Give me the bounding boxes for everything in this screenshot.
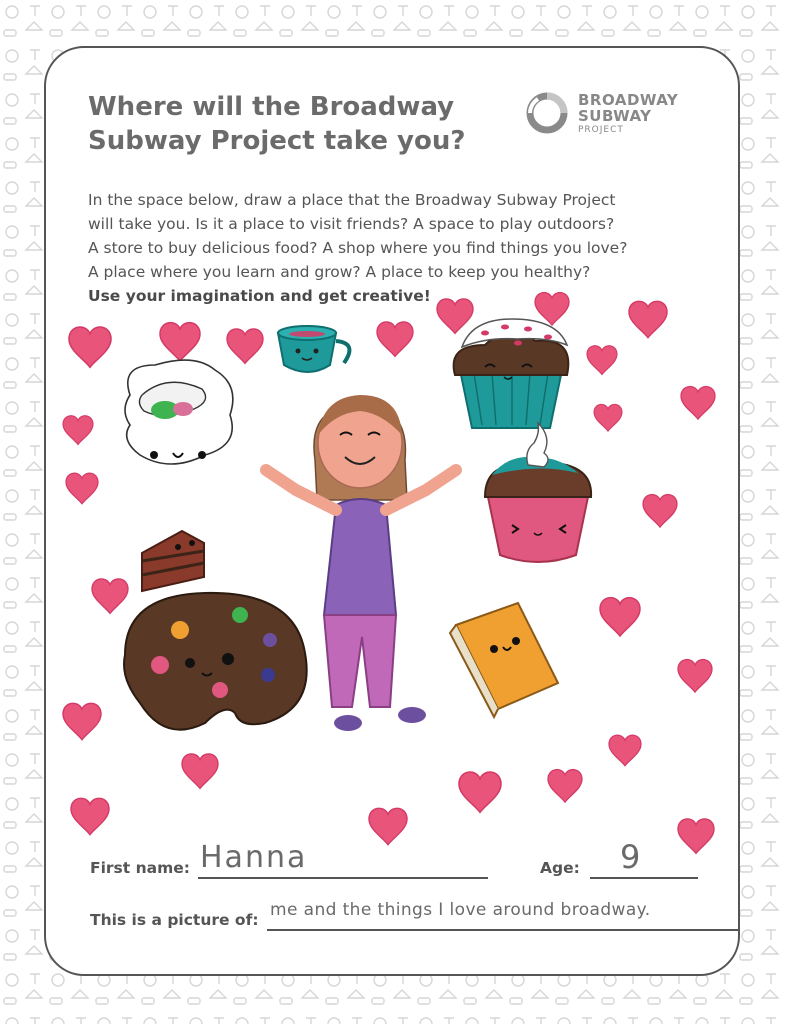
sushi-icon bbox=[125, 360, 233, 464]
heart-icon bbox=[160, 323, 200, 361]
age-label: Age: bbox=[540, 859, 580, 877]
heart-icon bbox=[594, 404, 622, 431]
picture-of-label: This is a picture of: bbox=[90, 911, 259, 929]
heart-icon bbox=[369, 808, 407, 844]
picture-of-underline bbox=[267, 929, 740, 931]
heart-icon bbox=[643, 495, 677, 528]
heart-icon bbox=[71, 798, 109, 834]
heart-icon bbox=[66, 473, 98, 504]
instruction-line: will take you. Is it a place to visit friends? A space to play outdoors? bbox=[88, 215, 615, 233]
broadway-subway-project-logo bbox=[524, 88, 714, 142]
instruction-emphasis: Use your imagination and get creative! bbox=[88, 287, 431, 305]
heart-icon bbox=[681, 387, 715, 420]
heart-icon bbox=[609, 735, 641, 766]
heart-icon bbox=[69, 327, 111, 367]
instruction-line: In the space below, draw a place that the Broadway Subway Project bbox=[88, 191, 616, 209]
heart-icon bbox=[600, 598, 640, 636]
logo-line-2: SUBWAY bbox=[578, 107, 652, 125]
heart-icon bbox=[629, 301, 667, 337]
logo-wordmark bbox=[578, 92, 678, 136]
first-name-value: Hanna bbox=[200, 840, 308, 875]
first-name-label: First name: bbox=[90, 859, 190, 877]
child-drawing bbox=[60, 285, 730, 855]
instruction-line: A store to buy delicious food? A shop where you find things you love? bbox=[88, 239, 628, 257]
book-icon bbox=[450, 603, 558, 717]
heart-icon bbox=[678, 819, 714, 853]
cake-slice-icon bbox=[142, 531, 204, 591]
heart-icon bbox=[535, 293, 569, 326]
cupcake-icon bbox=[454, 319, 569, 428]
logo-line-3: PROJECT bbox=[578, 125, 624, 135]
heart-icon bbox=[227, 329, 263, 363]
picture-of-value: me and the things I love around broadway. bbox=[270, 900, 651, 920]
heart-icon bbox=[377, 322, 413, 356]
heart-icon bbox=[437, 299, 473, 333]
heart-icon bbox=[459, 772, 501, 812]
age-value: 9 bbox=[620, 838, 643, 876]
heart-icon bbox=[182, 754, 218, 788]
logo-ring-icon bbox=[524, 90, 570, 136]
heart-icon bbox=[548, 770, 582, 803]
title-line-1: Where will the Broadway bbox=[88, 92, 455, 122]
instruction-line: A place where you learn and grow? A place to keep you healthy? bbox=[88, 263, 591, 281]
age-underline bbox=[590, 877, 698, 879]
heart-icon bbox=[678, 660, 712, 693]
logo-line-1: BROADWAY bbox=[578, 91, 679, 109]
teacup-icon bbox=[278, 326, 349, 372]
heart-icon bbox=[63, 416, 93, 445]
heart-icon bbox=[92, 579, 128, 613]
first-name-underline bbox=[198, 877, 488, 879]
frosted-cupcake-icon bbox=[485, 423, 591, 562]
cookie-icon bbox=[124, 593, 307, 730]
heart-icon bbox=[63, 703, 101, 739]
title-line-2: Subway Project take you? bbox=[88, 126, 466, 156]
worksheet-title bbox=[88, 90, 508, 158]
heart-icon bbox=[587, 346, 617, 375]
